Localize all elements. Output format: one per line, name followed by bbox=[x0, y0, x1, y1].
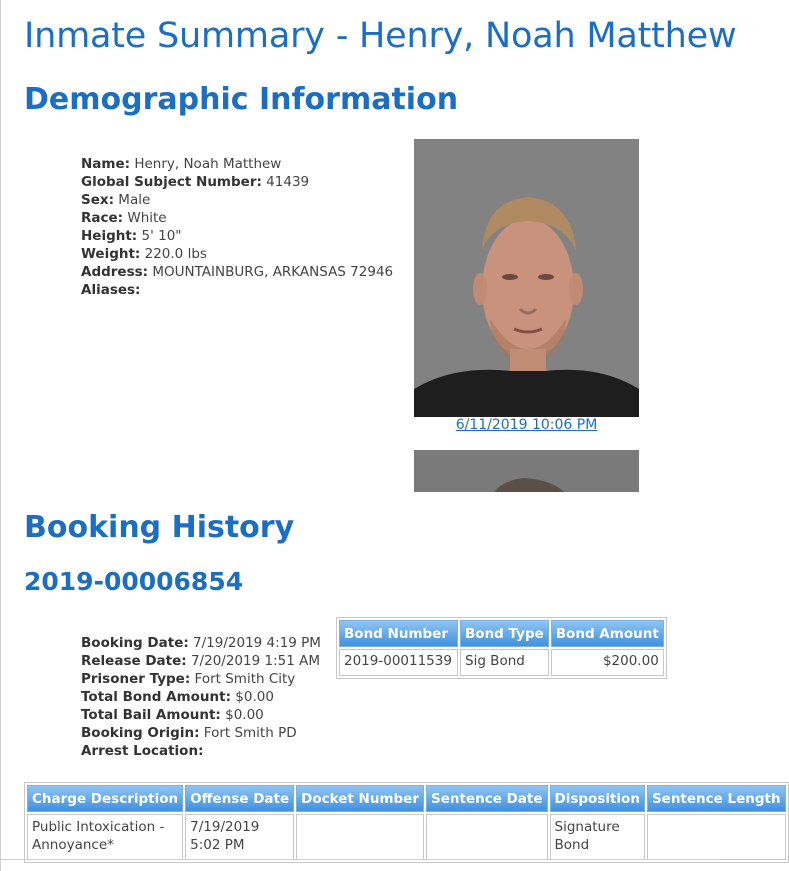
aliases-row bbox=[81, 281, 393, 299]
table-cell: 7/19/2019 5:02 PM bbox=[185, 814, 294, 860]
column-header: Sentence Date bbox=[426, 785, 548, 812]
table-header-row bbox=[339, 620, 664, 647]
table-cell bbox=[426, 814, 548, 860]
weight-row bbox=[81, 245, 393, 263]
field-label: Booking Date: bbox=[81, 635, 189, 651]
column-header: Disposition bbox=[550, 785, 645, 812]
table-cell: Sig Bond bbox=[460, 649, 549, 676]
field-value: Henry, Noah Matthew bbox=[134, 156, 282, 172]
total-bond-row bbox=[81, 688, 321, 706]
booking-date-row bbox=[81, 634, 321, 652]
column-header: Docket Number bbox=[296, 785, 424, 812]
field-value: Male bbox=[118, 192, 151, 208]
race-row bbox=[81, 209, 393, 227]
demographic-heading: Demographic Information bbox=[24, 82, 459, 117]
field-label: Sex: bbox=[81, 192, 114, 208]
table-cell: Public Intoxication - Annoyance* bbox=[27, 814, 183, 860]
bond-table bbox=[336, 617, 667, 679]
booking-history-heading: Booking History bbox=[24, 510, 295, 545]
photo-date-link[interactable]: 6/11/2019 10:06 PM bbox=[455, 417, 598, 433]
column-header: Bond Amount bbox=[551, 620, 664, 647]
charge-table bbox=[24, 782, 789, 863]
field-label: Aliases: bbox=[81, 282, 141, 298]
booking-number-heading: 2019-00006854 bbox=[24, 567, 244, 596]
field-value: 7/20/2019 1:51 AM bbox=[190, 653, 320, 669]
field-label: Prisoner Type: bbox=[81, 671, 191, 687]
release-date-row bbox=[81, 652, 321, 670]
table-header-row bbox=[27, 785, 786, 812]
field-label: Weight: bbox=[81, 246, 141, 262]
column-header: Offense Date bbox=[185, 785, 294, 812]
field-label: Race: bbox=[81, 210, 124, 226]
mugshot-photo[interactable] bbox=[414, 139, 639, 417]
field-label: Arrest Location: bbox=[81, 743, 204, 759]
table-cell: $200.00 bbox=[551, 649, 664, 676]
field-value: 5' 10" bbox=[141, 228, 182, 244]
field-value: 41439 bbox=[266, 174, 310, 190]
height-row bbox=[81, 227, 393, 245]
table-row bbox=[339, 649, 664, 676]
name-row bbox=[81, 155, 393, 173]
field-value: 7/19/2019 4:19 PM bbox=[193, 635, 321, 651]
demographic-info bbox=[81, 155, 393, 299]
prisoner-type-row bbox=[81, 670, 321, 688]
field-label: Name: bbox=[81, 156, 131, 172]
address-row bbox=[81, 263, 393, 281]
field-value: MOUNTAINBURG, ARKANSAS 72946 bbox=[152, 264, 394, 280]
field-value: Fort Smith PD bbox=[203, 725, 297, 741]
field-value: $0.00 bbox=[235, 689, 274, 705]
field-label: Total Bond Amount: bbox=[81, 689, 231, 705]
table-cell: Signature Bond bbox=[550, 814, 645, 860]
field-label: Release Date: bbox=[81, 653, 187, 669]
field-value: Fort Smith City bbox=[194, 671, 296, 687]
table-row bbox=[27, 814, 786, 860]
booking-info bbox=[81, 634, 321, 760]
booking-origin-row bbox=[81, 724, 321, 742]
arrest-location-row bbox=[81, 742, 321, 760]
column-header: Sentence Length bbox=[647, 785, 786, 812]
column-header: Bond Type bbox=[460, 620, 549, 647]
mugshot-illustration bbox=[414, 139, 639, 417]
field-label: Address: bbox=[81, 264, 149, 280]
table-cell bbox=[296, 814, 424, 860]
second-photo-thumbnail[interactable] bbox=[414, 450, 639, 492]
sex-row bbox=[81, 191, 393, 209]
table-cell: 2019-00011539 bbox=[339, 649, 458, 676]
second-photo-illustration bbox=[414, 450, 639, 492]
left-border bbox=[0, 0, 1, 871]
field-value: White bbox=[127, 210, 167, 226]
field-value: $0.00 bbox=[225, 707, 264, 723]
column-header: Charge Description bbox=[27, 785, 183, 812]
page-title: Inmate Summary - Henry, Noah Matthew bbox=[24, 16, 737, 56]
column-header: Bond Number bbox=[339, 620, 458, 647]
bottom-border bbox=[0, 859, 720, 860]
field-label: Booking Origin: bbox=[81, 725, 200, 741]
subject-number-row bbox=[81, 173, 393, 191]
field-value: 220.0 lbs bbox=[144, 246, 207, 262]
field-label: Total Bail Amount: bbox=[81, 707, 221, 723]
field-label: Global Subject Number: bbox=[81, 174, 262, 190]
field-label: Height: bbox=[81, 228, 138, 244]
total-bail-row bbox=[81, 706, 321, 724]
table-cell bbox=[647, 814, 786, 860]
